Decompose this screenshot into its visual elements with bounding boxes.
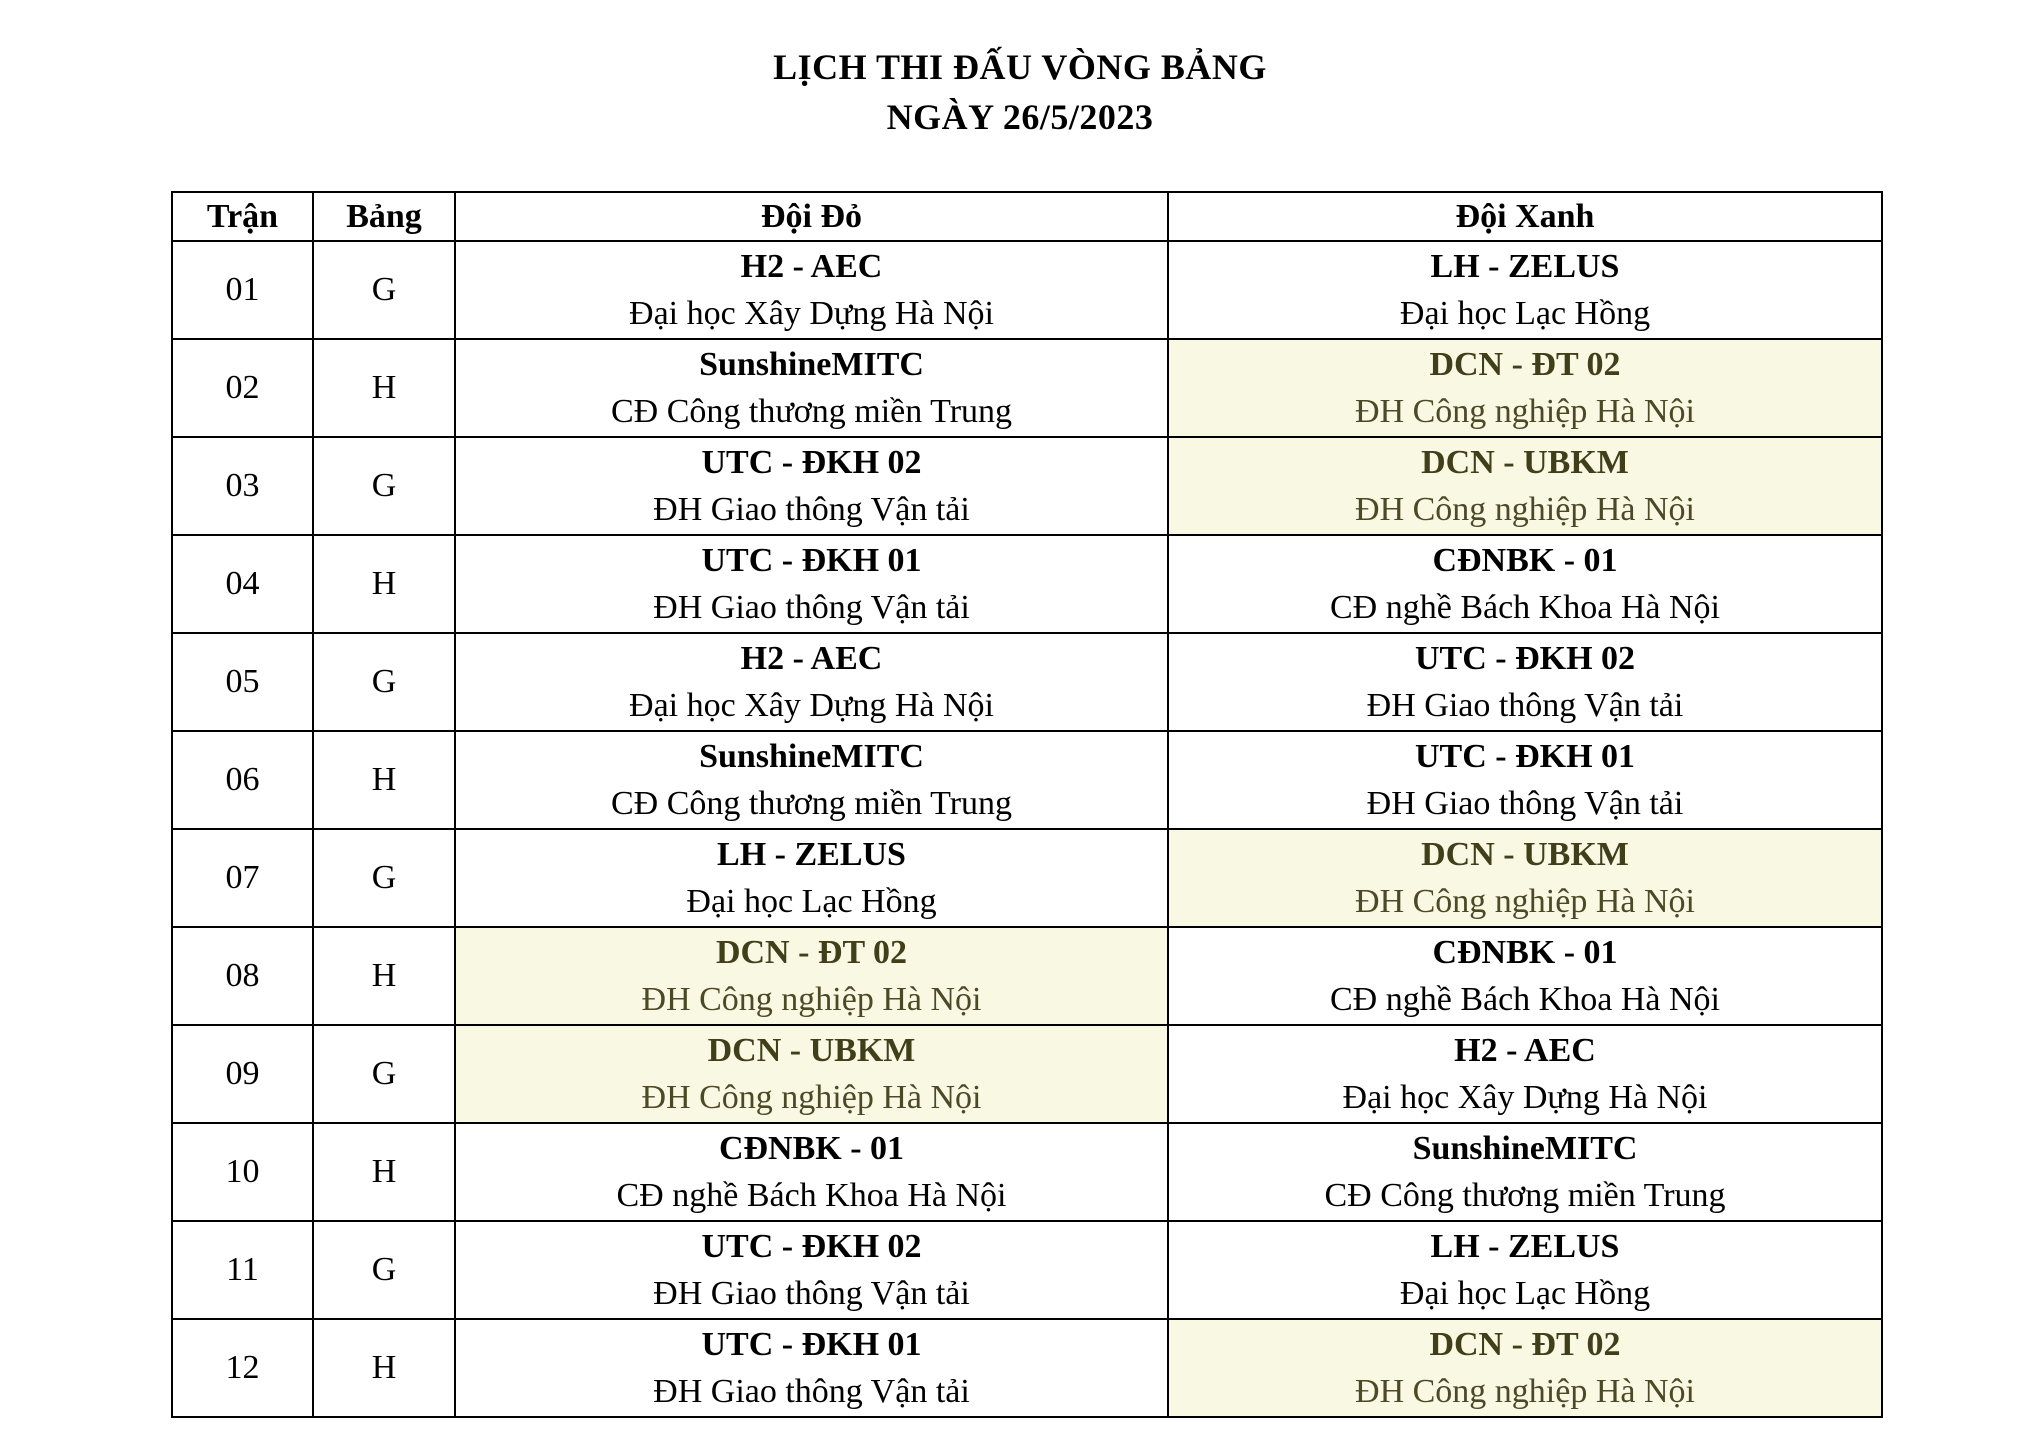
header-row: [172, 192, 1882, 241]
group-letter: G: [313, 437, 455, 535]
document-title: [0, 42, 2040, 142]
blue-team-code: LH - ZELUS: [1430, 1228, 1620, 1265]
red-team-school: Đại học Xây Dựng Hà Nội: [629, 295, 994, 332]
blue-team-cell: [1168, 339, 1882, 437]
group-letter: G: [313, 241, 455, 339]
match-number: 08: [172, 927, 313, 1025]
blue-team-cell: [1168, 633, 1882, 731]
group-letter: G: [313, 1221, 455, 1319]
title-line-1: LỊCH THI ĐẤU VÒNG BẢNG: [773, 47, 1267, 87]
match-number: 12: [172, 1319, 313, 1417]
blue-team-code: LH - ZELUS: [1430, 248, 1620, 285]
red-team-code: SunshineMITC: [699, 738, 924, 775]
red-team-code: UTC - ĐKH 02: [701, 1228, 922, 1265]
match-number: 10: [172, 1123, 313, 1221]
blue-team-cell: [1168, 1025, 1882, 1123]
group-letter: G: [313, 1025, 455, 1123]
red-team-code: CĐNBK - 01: [718, 1130, 905, 1167]
header-match: Trận: [172, 192, 313, 241]
match-number: 06: [172, 731, 313, 829]
blue-team-cell: [1168, 927, 1882, 1025]
match-number: 05: [172, 633, 313, 731]
group-letter: H: [313, 731, 455, 829]
red-team-code: DCN - ĐT 02: [715, 934, 908, 971]
red-team-cell: [455, 1025, 1168, 1123]
table-row: [172, 731, 1882, 829]
blue-team-cell: [1168, 1123, 1882, 1221]
table-row: [172, 829, 1882, 927]
table-row: [172, 437, 1882, 535]
blue-team-code: CĐNBK - 01: [1432, 934, 1618, 971]
blue-team-cell: [1168, 437, 1882, 535]
blue-team-cell: [1168, 241, 1882, 339]
group-letter: H: [313, 927, 455, 1025]
red-team-school: ĐH Giao thông Vận tải: [653, 1275, 970, 1312]
red-team-cell: [455, 437, 1168, 535]
match-number: 07: [172, 829, 313, 927]
header-group: Bảng: [313, 192, 455, 241]
red-team-cell: [455, 535, 1168, 633]
blue-team-code: DCN - ĐT 02: [1429, 346, 1621, 383]
blue-team-cell: [1168, 535, 1882, 633]
blue-team-code: UTC - ĐKH 02: [1414, 640, 1636, 677]
group-letter: H: [313, 339, 455, 437]
red-team-school: ĐH Giao thông Vận tải: [653, 491, 970, 528]
blue-team-school: Đại học Lạc Hồng: [1399, 1275, 1651, 1312]
red-team-cell: [455, 339, 1168, 437]
match-number: 09: [172, 1025, 313, 1123]
blue-team-code: UTC - ĐKH 01: [1414, 738, 1636, 775]
blue-team-school: ĐH Công nghiệp Hà Nội: [1355, 491, 1695, 528]
blue-team-school: CĐ nghề Bách Khoa Hà Nội: [1330, 589, 1720, 626]
blue-team-cell: [1168, 731, 1882, 829]
red-team-cell: [455, 241, 1168, 339]
red-team-code: H2 - AEC: [740, 640, 883, 677]
group-letter: H: [313, 1123, 455, 1221]
table-row: [172, 1025, 1882, 1123]
red-team-school: ĐH Công nghiệp Hà Nội: [641, 981, 982, 1018]
red-team-code: LH - ZELUS: [717, 836, 906, 873]
red-team-school: CĐ Công thương miền Trung: [610, 393, 1013, 430]
blue-team-school: Đại học Xây Dựng Hà Nội: [1342, 1079, 1708, 1116]
table-row: [172, 1319, 1882, 1417]
blue-team-cell: [1168, 1221, 1882, 1319]
table-row: [172, 633, 1882, 731]
table-row: [172, 535, 1882, 633]
table-row: [172, 339, 1882, 437]
blue-team-cell: [1168, 829, 1882, 927]
red-team-school: CĐ nghề Bách Khoa Hà Nội: [616, 1177, 1007, 1214]
blue-team-code: CĐNBK - 01: [1432, 542, 1618, 579]
title-line-2: NGÀY 26/5/2023: [886, 97, 1154, 137]
header-red-team: Đội Đỏ: [455, 192, 1168, 241]
red-team-cell: [455, 1123, 1168, 1221]
blue-team-cell: [1168, 1319, 1882, 1417]
table-row: [172, 241, 1882, 339]
red-team-school: Đại học Xây Dựng Hà Nội: [629, 687, 994, 724]
red-team-cell: [455, 829, 1168, 927]
red-team-school: CĐ Công thương miền Trung: [610, 785, 1013, 822]
table-row: [172, 1123, 1882, 1221]
blue-team-school: CĐ Công thương miền Trung: [1324, 1177, 1726, 1214]
red-team-code: DCN - UBKM: [707, 1032, 916, 1069]
blue-team-code: H2 - AEC: [1454, 1032, 1596, 1069]
blue-team-school: ĐH Giao thông Vận tải: [1366, 687, 1684, 724]
red-team-school: ĐH Giao thông Vận tải: [653, 1373, 970, 1410]
red-team-code: UTC - ĐKH 01: [701, 1326, 922, 1363]
group-letter: H: [313, 1319, 455, 1417]
red-team-code: SunshineMITC: [699, 346, 924, 383]
blue-team-school: ĐH Công nghiệp Hà Nội: [1355, 1373, 1695, 1410]
red-team-code: UTC - ĐKH 01: [701, 542, 922, 579]
match-number: 11: [172, 1221, 313, 1319]
schedule-table: [171, 191, 1883, 1418]
red-team-school: ĐH Công nghiệp Hà Nội: [641, 1079, 982, 1116]
blue-team-code: DCN - UBKM: [1421, 444, 1629, 481]
table-row: [172, 927, 1882, 1025]
group-letter: G: [313, 633, 455, 731]
red-team-cell: [455, 1319, 1168, 1417]
blue-team-school: CĐ nghề Bách Khoa Hà Nội: [1330, 981, 1720, 1018]
group-letter: G: [313, 829, 455, 927]
match-number: 02: [172, 339, 313, 437]
red-team-cell: [455, 633, 1168, 731]
schedule-body: [172, 241, 1882, 1417]
red-team-school: Đại học Lạc Hồng: [686, 883, 937, 920]
header-blue-team: Đội Xanh: [1168, 192, 1882, 241]
blue-team-code: DCN - ĐT 02: [1429, 1326, 1621, 1363]
group-letter: H: [313, 535, 455, 633]
red-team-cell: [455, 1221, 1168, 1319]
match-number: 01: [172, 241, 313, 339]
blue-team-school: ĐH Công nghiệp Hà Nội: [1355, 393, 1695, 430]
blue-team-school: Đại học Lạc Hồng: [1399, 295, 1651, 332]
match-number: 03: [172, 437, 313, 535]
blue-team-school: ĐH Công nghiệp Hà Nội: [1355, 883, 1695, 920]
table-row: [172, 1221, 1882, 1319]
red-team-cell: [455, 731, 1168, 829]
red-team-code: UTC - ĐKH 02: [701, 444, 922, 481]
red-team-school: ĐH Giao thông Vận tải: [653, 589, 970, 626]
blue-team-code: DCN - UBKM: [1421, 836, 1629, 873]
red-team-code: H2 - AEC: [740, 248, 883, 285]
blue-team-code: SunshineMITC: [1412, 1130, 1638, 1167]
blue-team-school: ĐH Giao thông Vận tải: [1366, 785, 1684, 822]
red-team-cell: [455, 927, 1168, 1025]
match-number: 04: [172, 535, 313, 633]
